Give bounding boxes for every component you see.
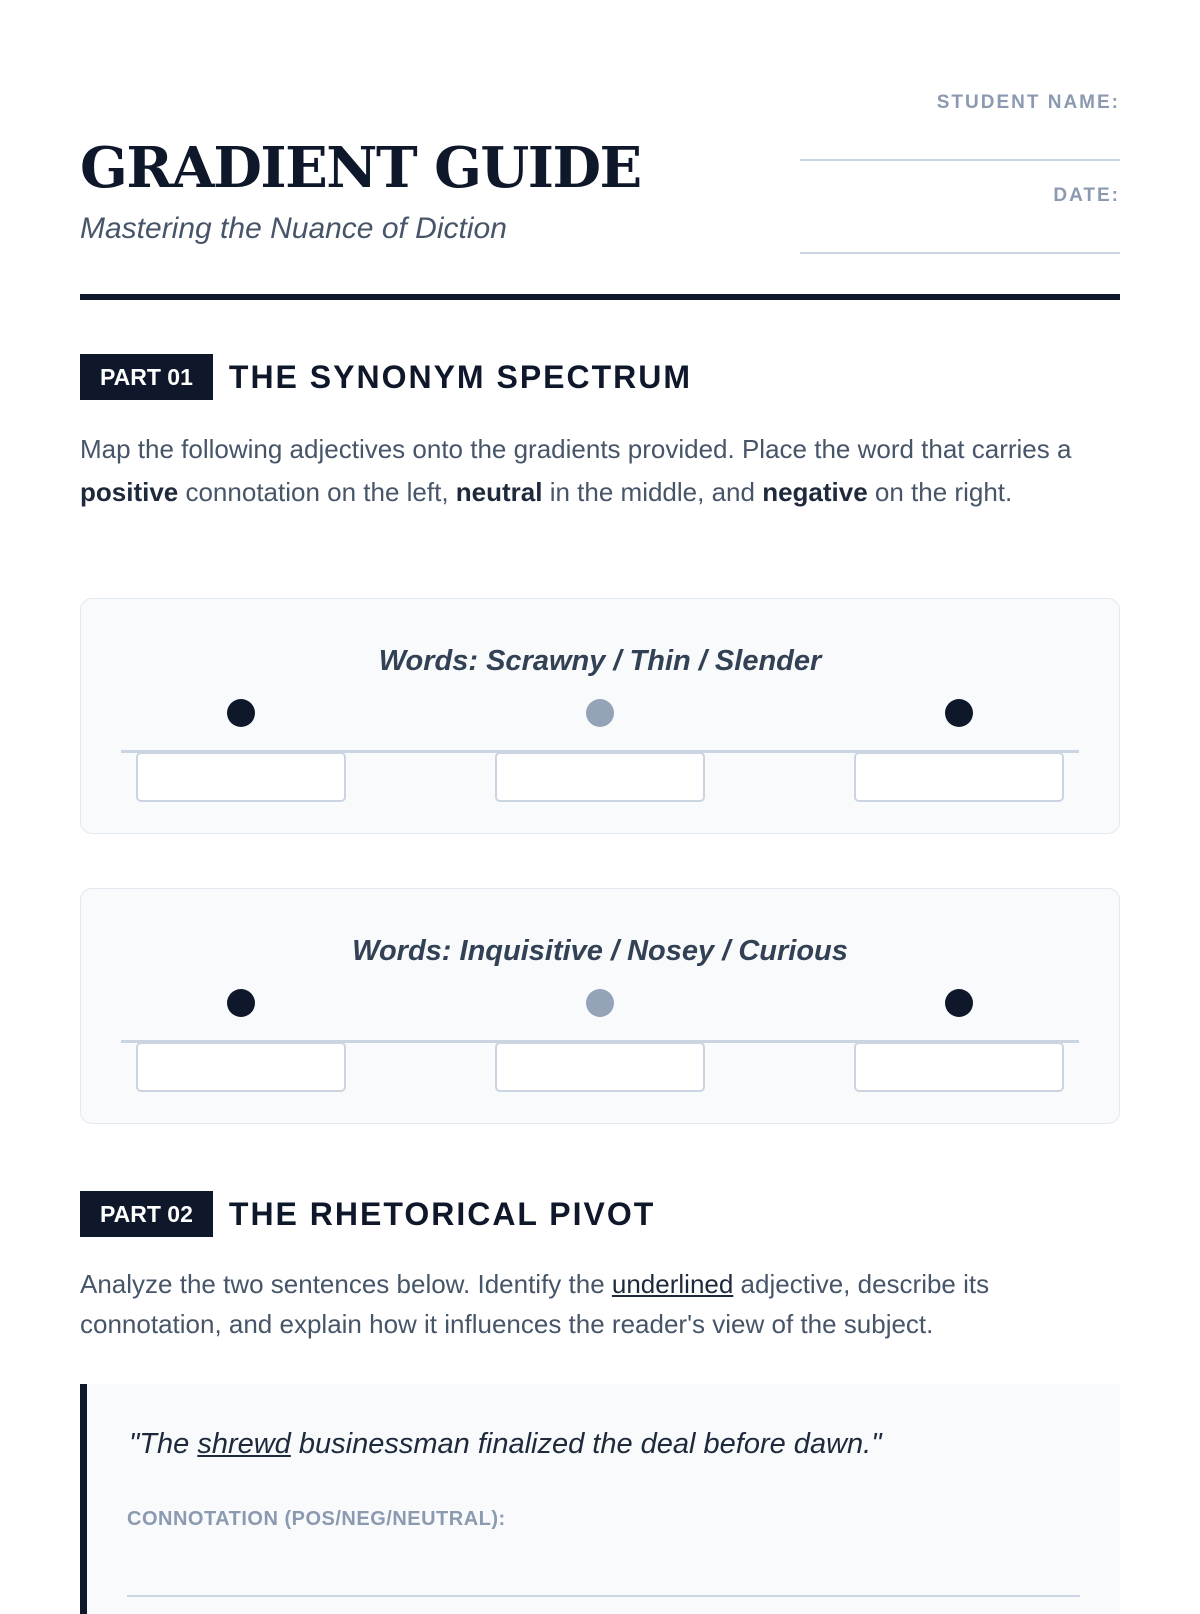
- neutral-marker: [586, 989, 614, 1017]
- student-name-label: STUDENT NAME:: [936, 92, 1120, 113]
- spectrum-card-1: [80, 598, 1120, 834]
- neutral-answer-box[interactable]: [495, 752, 705, 802]
- header-divider: [80, 294, 1120, 300]
- date-label: DATE:: [1053, 185, 1120, 206]
- keyword-underlined: underlined: [611, 1269, 734, 1299]
- page-title: GRADIENT GUIDE: [80, 135, 641, 201]
- negative-answer-box[interactable]: [854, 752, 1064, 802]
- part-01-title: THE SYNONYM SPECTRUM: [228, 358, 693, 395]
- keyword-neutral: neutral: [455, 477, 543, 507]
- spectrum-words: Words: Scrawny / Thin / Slender: [378, 645, 822, 677]
- positive-answer-box[interactable]: [136, 1042, 346, 1092]
- worksheet-page: [80, 0, 1120, 1530]
- instruction-text: in the middle, and: [542, 477, 763, 507]
- part-02-title: THE RHETORICAL PIVOT: [228, 1195, 656, 1232]
- part-01-badge: PART 01: [80, 354, 213, 400]
- positive-marker: [227, 699, 255, 727]
- instruction-text: Map the following adjectives onto the gradients provided. Place the word that carries a: [80, 434, 1072, 464]
- part-01-heading: [80, 354, 692, 400]
- student-name-field[interactable]: [800, 159, 1120, 161]
- positive-answer-box[interactable]: [136, 752, 346, 802]
- instruction-text: Analyze the two sentences below. Identify the: [80, 1269, 612, 1299]
- sentence-card-1: [80, 1384, 1120, 1614]
- part-02-badge: PART 02: [80, 1191, 213, 1237]
- instruction-text: on the right.: [867, 477, 1013, 507]
- instruction-text: connotation on the left,: [178, 477, 456, 507]
- spectrum-words: Words: Inquisitive / Nosey / Curious: [352, 935, 848, 967]
- page-subtitle: Mastering the Nuance of Diction: [80, 212, 507, 245]
- part-02-heading: [80, 1191, 655, 1237]
- negative-answer-box[interactable]: [854, 1042, 1064, 1092]
- underlined-adjective: shrewd: [197, 1428, 291, 1460]
- sentence-fragment: businessman finalized the deal before dawn.": [290, 1428, 882, 1460]
- part-01-instructions: [80, 428, 1120, 514]
- negative-marker: [945, 699, 973, 727]
- keyword-negative: negative: [762, 477, 868, 507]
- negative-marker: [945, 989, 973, 1017]
- neutral-answer-box[interactable]: [495, 1042, 705, 1092]
- spectrum-card-2: [80, 888, 1120, 1124]
- worksheet-header: [80, 0, 1120, 300]
- sentence-text: [129, 1428, 882, 1461]
- keyword-positive: positive: [80, 477, 179, 507]
- connotation-label: CONNOTATION (POS/NEG/NEUTRAL):: [127, 1508, 506, 1530]
- sentence-fragment: "The: [129, 1428, 198, 1460]
- connotation-answer-field[interactable]: [127, 1595, 1080, 1597]
- date-field[interactable]: [800, 252, 1120, 254]
- positive-marker: [227, 989, 255, 1017]
- part-02-instructions: [80, 1264, 1120, 1344]
- neutral-marker: [586, 699, 614, 727]
- instruction-text: adjective, describe its connotation, and explain how it influences the reader's view of the subject.: [80, 1269, 990, 1339]
